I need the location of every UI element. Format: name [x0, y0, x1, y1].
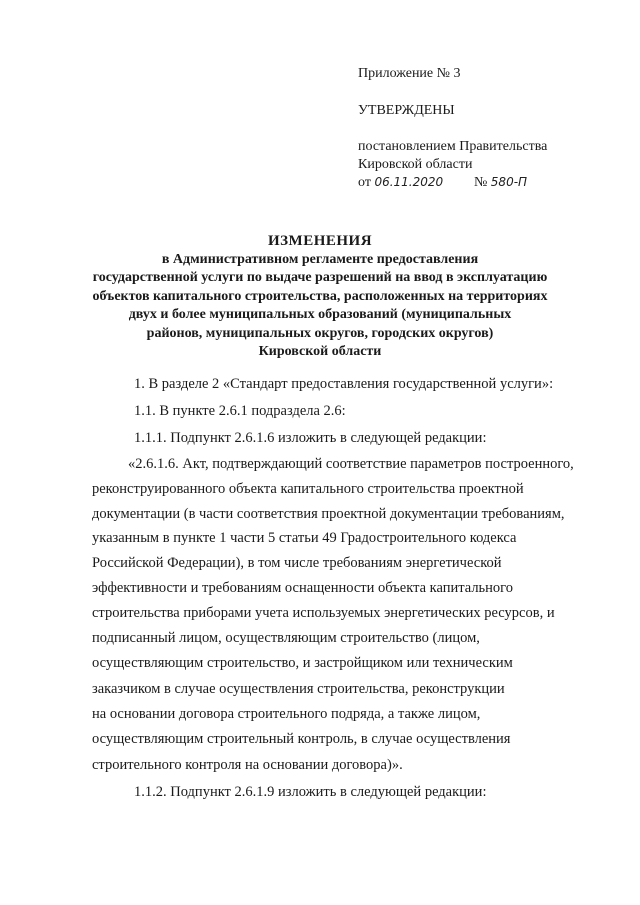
paragraph-1-1-2: 1.1.2. Подпункт 2.6.1.9 изложить в следующей редакции: — [134, 784, 487, 800]
from-label: от — [358, 175, 371, 190]
quote-line: на основании договора строительного подряда, а также лицом, — [92, 706, 481, 722]
paragraph-1: 1. В разделе 2 «Стандарт предоставления государственной услуги»: — [134, 376, 554, 392]
quote-line: Российской Федерации), в том числе требованиям энергетической — [92, 555, 502, 571]
quote-line: указанным в пункте 1 части 5 статьи 49 Градостроительного кодекса — [92, 530, 517, 546]
paragraph-1-1: 1.1. В пункте 2.6.1 подраздела 2.6: — [134, 403, 346, 419]
quote-line: реконструированного объекта капитального строительства проектной — [92, 481, 524, 497]
quote-line: строительства приборами учета используемых энергетических ресурсов, и — [92, 605, 555, 621]
handwritten-date: 06.11.2020 — [374, 175, 444, 189]
quote-line: подписанный лицом, осуществляющим строительство (лицом, — [92, 630, 480, 646]
paragraph-1-1-1: 1.1.1. Подпункт 2.6.1.6 изложить в следующей редакции: — [134, 430, 487, 446]
title-line: районов, муниципальных округов, городских округов) — [146, 325, 494, 341]
quote-line: осуществляющим строительство, и застройщиком или техническим — [92, 655, 513, 671]
title-line: государственной услуги по выдаче разрешений на ввод в эксплуатацию — [92, 270, 548, 285]
title-heading: ИЗМЕНЕНИЯ — [267, 233, 373, 249]
handwritten-number: 580-П — [490, 175, 528, 189]
title-line: в Административном регламенте предоставления — [161, 251, 479, 267]
quote-line: «2.6.1.6. Акт, подтверждающий соответствие параметров построенного, — [128, 456, 574, 472]
document-title — [60, 232, 580, 362]
number-label: № — [473, 175, 488, 190]
appendix-label: Приложение № 3 — [358, 66, 461, 81]
quote-line: заказчиком в случае осуществления строительства, реконструкции — [92, 681, 505, 697]
title-line: Кировской области — [258, 344, 382, 359]
quote-line: осуществляющим строительный контроль, в случае осуществления — [92, 731, 511, 747]
approved-by-line1: постановлением Правительства — [358, 139, 548, 154]
approved-label: УТВЕРЖДЕНЫ — [358, 103, 455, 118]
approved-by-line2: Кировской области — [358, 157, 473, 172]
quote-line: документации (в части соответствия проектной документации требованиям, — [92, 506, 565, 522]
approval-date-number — [358, 173, 527, 192]
quote-last-line: строительного контроля на основании договора)». — [92, 757, 403, 773]
title-line: объектов капитального строительства, расположенных на территориях — [92, 288, 548, 304]
quote-line: эффективности и требованиям оснащенности объекта капитального — [92, 580, 514, 596]
title-line: двух и более муниципальных образований (муниципальных — [128, 307, 512, 322]
